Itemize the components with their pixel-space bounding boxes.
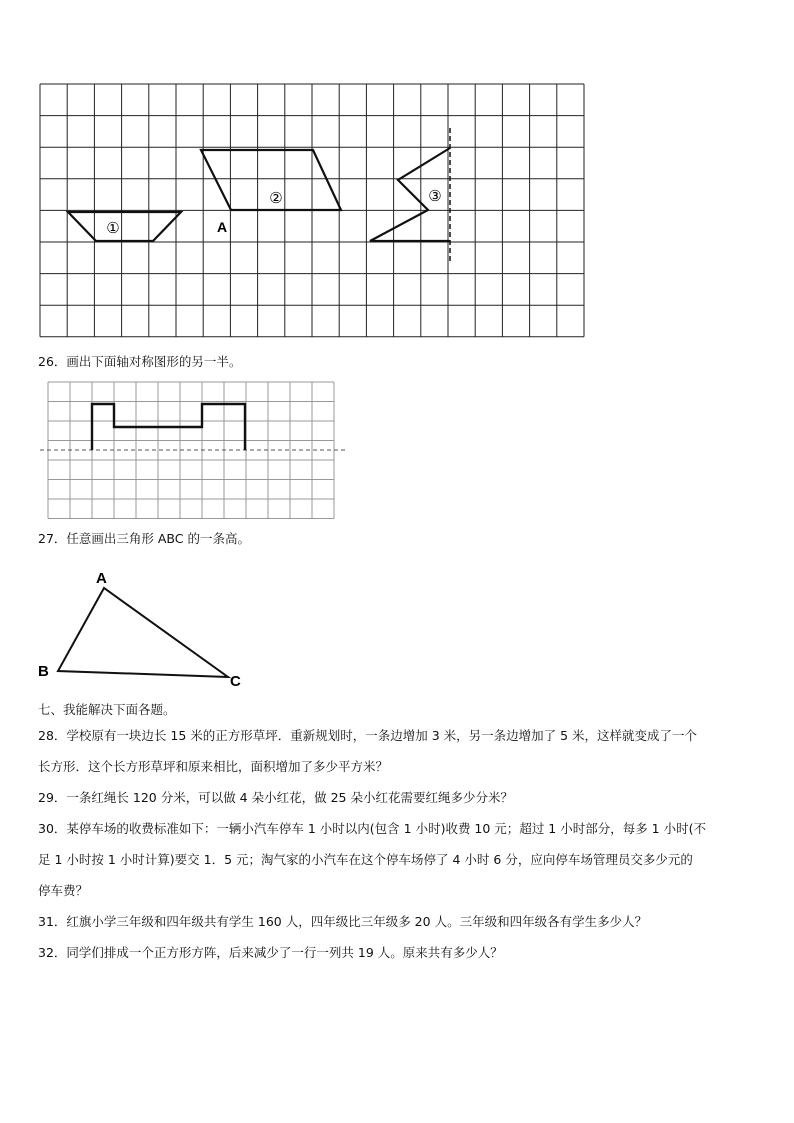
vertex-a-label: A	[96, 570, 107, 587]
question-30-line-2: 足 1 小时按 1 小时计算)要交 1．5 元；淘气家的小汽车在这个停车场停了 4 小时 6 分，应向停车场管理员交多少元的	[38, 852, 693, 867]
question-29: 29．一条红绳长 120 分米，可以做 4 朵小红花，做 25 朵小红花需要红绳多少分米？	[38, 790, 513, 805]
shape-3-label: ③	[428, 188, 442, 205]
question-28-line-2: 长方形．这个长方形草坪和原来相比，面积增加了多少平方米？	[38, 759, 389, 774]
symmetry-grid-figure	[0, 0, 794, 345]
question-30-line-3: 停车费？	[38, 883, 89, 898]
vertex-c-label: C	[230, 673, 241, 690]
vertex-b-label: B	[38, 663, 49, 680]
point-a-label: A	[217, 219, 228, 235]
triangle-abc	[0, 560, 794, 695]
question-28-line-1: 28．学校原有一块边长 15 米的正方形草坪．重新规划时，一条边增加 3 米，另一条边增加了 5 米，这样就变成了一个	[38, 728, 698, 743]
question-26: 26．画出下面轴对称图形的另一半。	[38, 354, 242, 369]
shape-1-label: ①	[106, 220, 120, 237]
axis-figure-grid	[0, 370, 794, 525]
question-30-line-1: 30．某停车场的收费标准如下：一辆小汽车停车 1 小时以内(包含 1 小时)收费 10 元；超过 1 小时部分，每多 1 小时(不	[38, 821, 706, 836]
question-31: 31．红旗小学三年级和四年级共有学生 160 人，四年级比三年级多 20 人。三年级和四年级各有学生多少人？	[38, 914, 648, 929]
shape-1-trapezoid	[68, 212, 181, 241]
section-7-heading: 七、我能解决下面各题。	[38, 702, 176, 717]
question-32: 32．同学们排成一个正方形方阵，后来减少了一行一列共 19 人。原来共有多少人？	[38, 945, 503, 960]
question-27: 27．任意画出三角形 ABC 的一条高。	[38, 531, 250, 546]
shape-2-label: ②	[269, 190, 283, 207]
half-figure-outline	[92, 404, 245, 450]
